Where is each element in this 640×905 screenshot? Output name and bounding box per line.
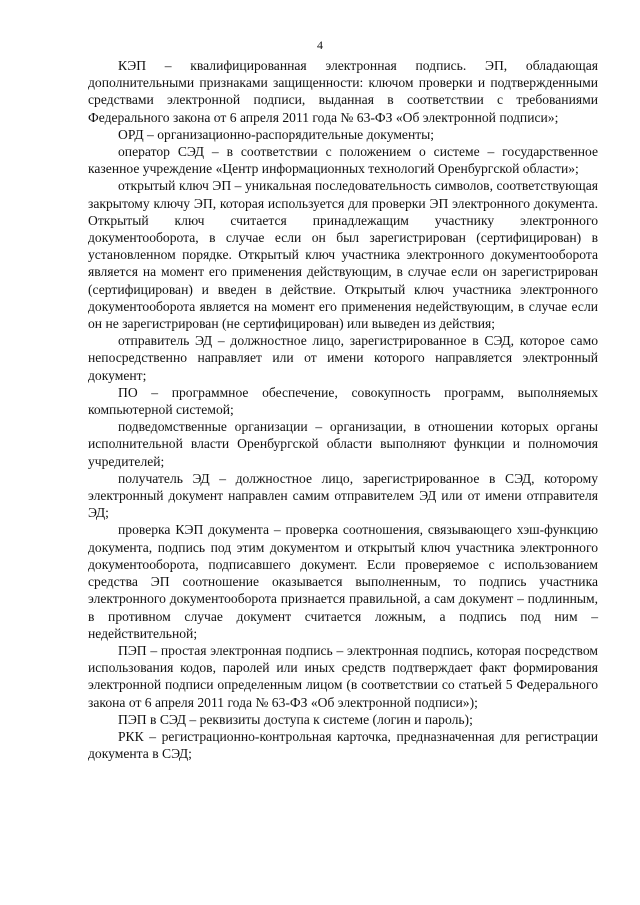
paragraph-public-key: открытый ключ ЭП – уникальная последовательность символов, соответствующая закрытому ключу ЭП, которая используется для проверки ЭП электронного документа. Открытый ключ считается принадлежащим участнику электронного документооборота, в случае если он был зарегистрирован (сертифицирован) в установленном порядке. Открытый ключ участника электронного документооборота является на момент его применения действующим, в случае если он зарегистрирован (сертифицирован) и введен в действие. Открытый ключ участника электронного документооборота является на момент его применения недействующим, в случае если он не зарегистрирован (не сертифицирован) или выведен из действия; bbox=[88, 178, 598, 332]
paragraph-pep-in-sed: ПЭП в СЭД – реквизиты доступа к системе (логин и пароль); bbox=[118, 711, 473, 727]
paragraph-kep: КЭП – квалифицированная электронная подпись. ЭП, обладающая дополнительными признаками защищенности: ключом проверки и подтвержденными средствами электронной подписи, выданная в соответствии с требованиями Федерального закона от 6 апреля 2011 года № 63-ФЗ «Об электронной подписи»; bbox=[88, 58, 598, 125]
paragraph-recipient: получатель ЭД – должностное лицо, зарегистрированное в СЭД, которому электронный документ направлен самим отправителем ЭД или от имени отправителя ЭД; bbox=[88, 470, 598, 521]
paragraph-subordinate-orgs: подведомственные организации – организации, в отношении которых органы исполнительной власти Оренбургской области выполняют функции и полномочия учредителей; bbox=[88, 419, 598, 469]
paragraph-ord: ОРД – организационно-распорядительные документы; bbox=[118, 126, 435, 142]
paragraph-sender: отправитель ЭД – должностное лицо, зарегистрированное в СЭД, которое само непосредственно направляет или от имени которого направляется электронный документ; bbox=[88, 333, 598, 383]
page-number: 4 bbox=[317, 38, 323, 52]
paragraph-pep: ПЭП – простая электронная подпись – электронная подпись, которая посредством использования кодов, паролей или иных средств подтверждает факт формирования электронной подписи определенным лицом (в соответствии со статьей 5 Федерального закона от 6 апреля 2011 года № 63-ФЗ «Об электронной подписи»); bbox=[88, 642, 598, 710]
paragraph-rkk: РКК – регистрационно-контрольная карточка, предназначенная для регистрации документа в СЭД; bbox=[88, 728, 598, 762]
document-body bbox=[88, 57, 598, 762]
paragraph-kep-check: проверка КЭП документа – проверка соотношения, связывающего хэш-функцию документа, подпись под этим документом и открытый ключ участника электронного документооборота, подписавшего документ. Если проверяемое с использованием средства ЭП соотношение оказывается выполненным, то подпись участника электронного документооборота признается правильной, а сам документ – подлинным, в противном случае документ считается ложным, а подпись под ним – недействительной; bbox=[88, 522, 598, 641]
paragraph-operator-sed: оператор СЭД – в соответствии с положением о системе – государственное казенное учреждение «Центр информационных технологий Оренбургской области»; bbox=[88, 144, 598, 177]
paragraph-software: ПО – программное обеспечение, совокупность программ, выполняемых компьютерной системой; bbox=[88, 384, 598, 418]
